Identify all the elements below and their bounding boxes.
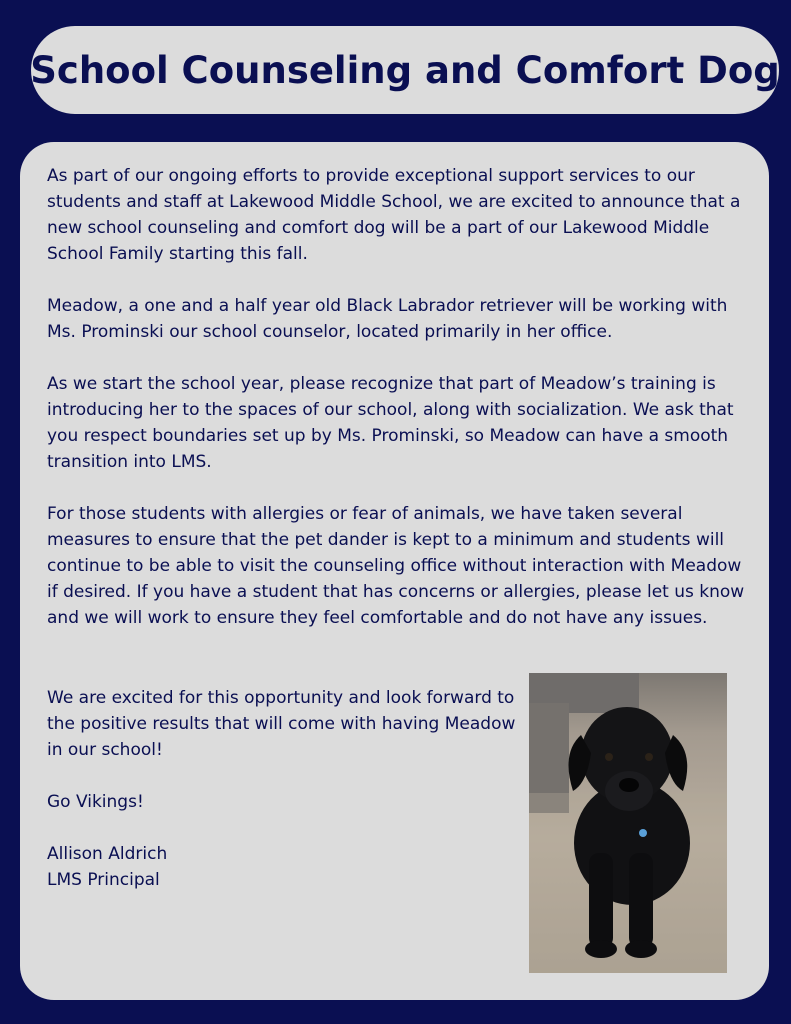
paragraph-closing: We are excited for this opportunity and look forward to the positive results that will come with having Meadow in our school! — [47, 688, 516, 760]
paragraph-training: As we start the school year, please recognize that part of Meadow’s training is introducing her to the spaces of our school, along with socialization. We ask that you respect boundaries set up by Ms. Prominski, so Meadow can have a smooth transition into LMS. — [47, 374, 734, 472]
title-banner — [31, 26, 779, 114]
cheer-text: Go Vikings! — [47, 792, 144, 812]
content-card — [20, 142, 769, 1000]
black-labrador-image — [529, 673, 727, 973]
article-body — [47, 163, 757, 657]
paragraph-allergies: For those students with allergies or fear of animals, we have taken several measures to ensure that the pet dander is kept to a minimum and students will continue to be able to visit the counseling office without interaction with Meadow if desired. If you have a student that has concerns or allergies, please let us know and we will work to ensure they feel comfortable and do not have any issues. — [47, 504, 745, 628]
page-title: School Counseling and Comfort Dog — [30, 48, 780, 92]
signature-role: LMS Principal — [47, 870, 160, 890]
signature-name: Allison Aldrich — [47, 844, 168, 864]
paragraph-meadow: Meadow, a one and a half year old Black Labrador retriever will be working with Ms. Prominski our school counselor, located primarily in her office. — [47, 296, 728, 342]
closing-section — [47, 685, 517, 919]
dog-photo — [529, 673, 727, 973]
paragraph-intro: As part of our ongoing efforts to provide exceptional support services to our students and staff at Lakewood Middle School, we are excited to announce that a new school counseling and comfort dog will be a part of our Lakewood Middle School Family starting this fall. — [47, 166, 741, 264]
signature — [47, 841, 517, 893]
